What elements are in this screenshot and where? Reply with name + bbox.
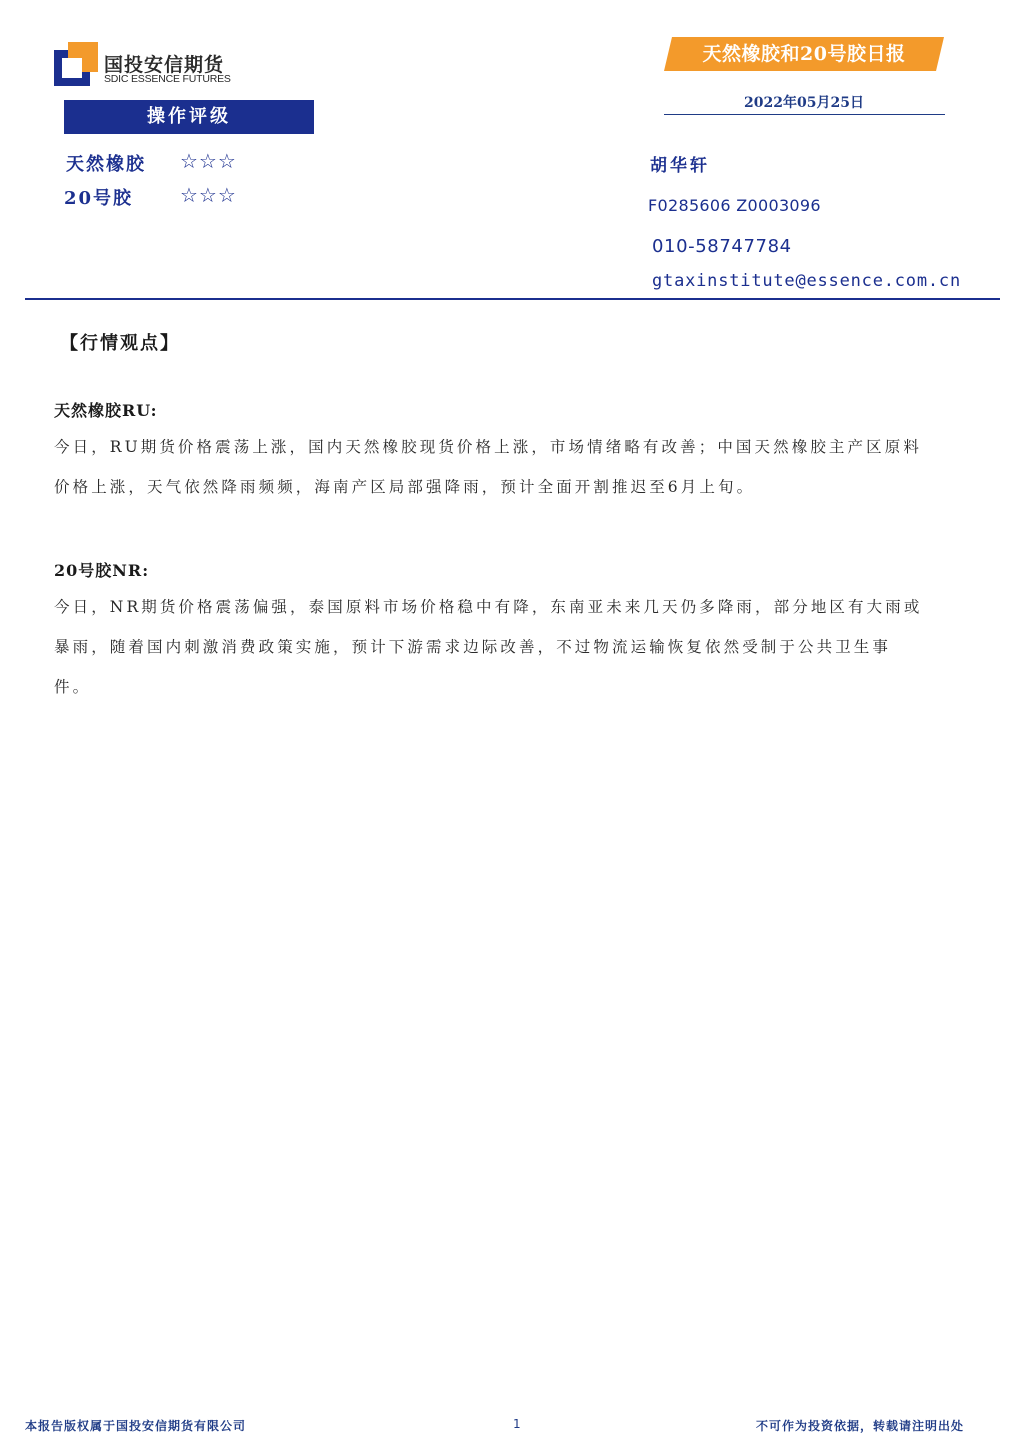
paragraph-line: 暴雨，随着国内刺激消费政策实施，预计下游需求边际改善，不过物流运输恢复依然受制于公共卫生事 (54, 638, 892, 656)
rating-item-name: 20号胶 (64, 188, 134, 209)
section-title-nr: 20号胶NR: (54, 561, 150, 580)
report-date: 2022年05月25日 (744, 95, 864, 111)
section-body-ru (54, 427, 979, 507)
footer-disclaimer: 不可作为投资依据，转载请注明出处 (756, 1419, 965, 1433)
analyst-name: 胡华轩 (650, 156, 710, 176)
header-divider (25, 298, 1000, 300)
paragraph-line: 件。 (54, 678, 92, 696)
company-name-cn: 国投安信期货 (104, 54, 225, 76)
report-title-banner (664, 37, 944, 71)
star-rating-icon: ☆☆☆ (180, 149, 237, 173)
analyst-phone: 010-58747784 (652, 236, 792, 257)
rating-item-name: 天然橡胶 (66, 154, 146, 175)
market-view-heading: 【行情观点】 (60, 333, 180, 354)
page-number: 1 (513, 1417, 521, 1431)
analyst-email-link[interactable]: gtaxinstitute@essence.com.cn (652, 271, 961, 291)
rating-header: 操作评级 (64, 100, 314, 134)
analyst-certificate: F0285606 Z0003096 (648, 196, 821, 215)
paragraph-line: 价格上涨，天气依然降雨频频，海南产区局部强降雨，预计全面开割推迟至6月上旬。 (54, 478, 756, 496)
company-logo-icon (54, 42, 98, 86)
footer-copyright: 本报告版权属于国投安信期货有限公司 (25, 1419, 247, 1433)
paragraph-line: 今日，RU期货价格震荡上涨，国内天然橡胶现货价格上涨，市场情绪略有改善；中国天然橡胶主产区原料 (54, 438, 922, 456)
section-title-ru: 天然橡胶RU: (54, 401, 158, 420)
section-body-nr (54, 587, 979, 707)
paragraph-line: 今日，NR期货价格震荡偏强，泰国原料市场价格稳中有降，东南亚未来几天仍多降雨，部分地区有大雨或 (54, 598, 923, 616)
company-name-en: SDIC ESSENCE FUTURES (104, 73, 231, 85)
report-title: 天然橡胶和20号胶日报 (702, 43, 906, 65)
star-rating-icon: ☆☆☆ (180, 183, 237, 207)
date-divider (664, 114, 945, 115)
